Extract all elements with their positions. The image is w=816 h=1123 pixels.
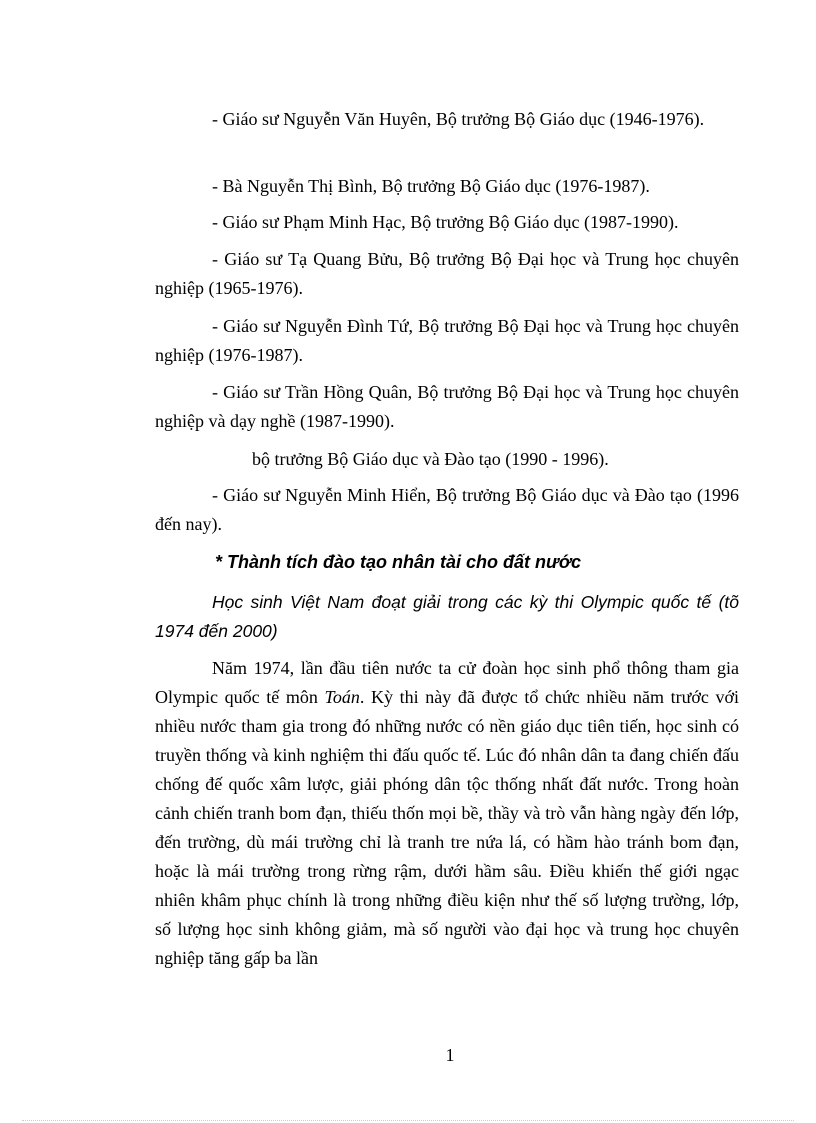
entry-nguyen-dinh-tu: - Giáo sư Nguyễn Đình Tứ, Bộ trưởng Bộ Đại học và Trung học chuyên nghiệp (1976-1987). [155,316,739,365]
page-number: 1 [445,1045,455,1065]
page-bottom-divider [22,1120,794,1121]
entry-nguyen-van-huyen: - Giáo sư Nguyễn Văn Huyên, Bộ trưởng Bộ Giáo dục (1946-1976). [212,109,705,129]
entry-tran-hong-quan: - Giáo sư Trần Hồng Quân, Bộ trưởng Bộ Đại học và Trung học chuyên nghiệp và dạy nghề (1987-1990). [155,382,739,431]
entry-partial-line: bộ trưởng Bộ Giáo dục và Đào tạo (1990 - 1996). [252,449,609,469]
entry-pham-minh-hac: - Giáo sư Phạm Minh Hạc, Bộ trưởng Bộ Giáo dục (1987-1990). [212,212,679,232]
body-text-part2: . Kỳ thi này đã được tổ chức nhiều năm trước với nhiều nước tham gia trong đó những nước có nền giáo dục tiên tiến, học sinh có truyền thống và kinh nghiệm thi đấu quốc tế. Lúc đó nhân dân ta đang chiến đấu chống đế quốc xâm lược, giải phóng dân tộc thống nhất đất nước. Trong hoàn cảnh chiến tranh bom đạn, thiếu thốn mọi bề, thầy và trò vẫn hàng ngày đến lớp, đến trường, dù mái trường chỉ là tranh tre nứa lá, có hầm hào tránh bom đạn, hoặc là mái trường trong rừng rậm, dưới hầm sâu. Điều khiến thế giới ngạc nhiên khâm phục chính là trong những điều kiện như thế số lượng trường, lớp, số lượng học sinh không giảm, mà số người vào đại học và trung học chuyên nghiệp tăng gấp ba lần [155,687,739,968]
entry-ta-quang-buu: - Giáo sư Tạ Quang Bửu, Bộ trưởng Bộ Đại học và Trung học chuyên nghiệp (1965-1976). [155,249,739,298]
section-subheading: Học sinh Việt Nam đoạt giải trong các kỳ thi Olympic quốc tế (tõ 1974 đến 2000) [155,592,739,641]
body-italic-word: Toán [324,687,360,707]
entry-nguyen-thi-binh: - Bà Nguyễn Thị Bình, Bộ trưởng Bộ Giáo dục (1976-1987). [212,176,650,196]
entry-nguyen-minh-hien: - Giáo sư Nguyễn Minh Hiển, Bộ trưởng Bộ Giáo dục và Đào tạo (1996 đến nay). [155,485,739,534]
body-text-part1: Năm 1974, lần đầu tiên nước ta cử đoàn học sinh phổ thông tham gia Olympic quốc tế môn [155,658,739,707]
section-heading: * Thành tích đào tạo nhân tài cho đất nước [215,552,581,572]
body-paragraph [155,654,739,973]
